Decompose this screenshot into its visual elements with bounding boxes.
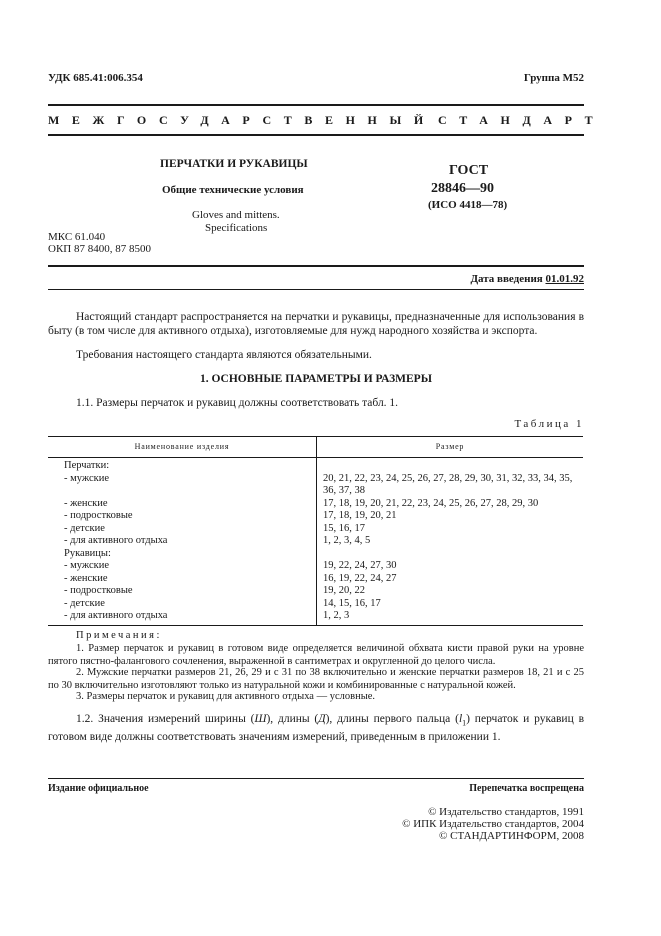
table-row: - мужские 19, 22, 24, 27, 30: [48, 560, 583, 573]
date-rule: [48, 289, 584, 290]
notes-heading: Примечания:: [76, 630, 162, 641]
doc-subtitle: Общие технические условия: [162, 184, 304, 196]
table-row: - для активного отдыха 1, 2, 3: [48, 610, 583, 625]
copyright-2008: © СТАНДАРТИНФОРМ, 2008: [439, 830, 584, 842]
intro-paragraph: Настоящий стандарт распространяется на перчатки и рукавицы, предназначенные для использования в быту (в том числе для активного отдыха), изготовляемые для нужд народного хозяйства и экспорта.: [48, 311, 584, 337]
table-row: - женские 16, 19, 22, 24, 27: [48, 573, 583, 586]
iso-reference: (ИСО 4418—78): [428, 199, 508, 211]
table-row: - подростковые 19, 20, 22: [48, 585, 583, 598]
intro-date: [470, 273, 584, 285]
top-rule-2: [48, 134, 584, 136]
col-header-size: Размер: [317, 437, 584, 458]
table-row: - для активного отдыха 1, 2, 3, 4, 5: [48, 535, 583, 548]
table-caption: Таблица 1: [514, 418, 584, 430]
mandatory-paragraph: Требования настоящего стандарта являются обязательными.: [76, 349, 372, 361]
table-row: - мужские 20, 21, 22, 23, 24, 25, 26, 27, 28, 29, 30, 31, 32, 33, 34, 35, 36, 37, 38: [48, 473, 583, 498]
intro-date-label: Дата введения: [470, 273, 543, 285]
copyright-2004: © ИПК Издательство стандартов, 2004: [402, 818, 584, 830]
table-row: Перчатки:: [48, 458, 583, 473]
official-edition: Издание официальное: [48, 783, 149, 794]
sizes-table: [48, 436, 583, 626]
footer-rule: [48, 778, 584, 779]
clause-1-2: 1.2. Значения измерений ширины (Ш), длины (Д), длины первого пальца $(l_1)$ перчаток и рукавиц в готовом виде должны соответствовать значениям измерений, приведенным в приложении 1.: [48, 713, 584, 744]
reprint-prohibited: Перепечатка воспрещена: [469, 783, 584, 794]
doc-title: ПЕРЧАТКИ И РУКАВИЦЫ: [160, 158, 308, 170]
table-row: - детские 14, 15, 16, 17: [48, 598, 583, 611]
mks-code: МКС 61.040: [48, 231, 106, 243]
table-row: Рукавицы:: [48, 548, 583, 561]
section-1-heading: 1. ОСНОВНЫЕ ПАРАМЕТРЫ И РАЗМЕРЫ: [199, 373, 433, 385]
udk-code: УДК 685.41:006.354: [48, 72, 143, 84]
title-rule: [48, 265, 584, 267]
note-2: 2. Мужские перчатки размеров 21, 26, 29 и с 31 по 38 включительно и женские перчатки размеров 18, 21 и с 25 по 30 включительно изготовляют только из натуральной кожи и комбинированные с натуральной кожей.: [48, 667, 584, 691]
top-rule-1: [48, 104, 584, 106]
standard-label: СТАНДАРТ: [438, 113, 606, 127]
clause-1-1: 1.1. Размеры перчаток и рукавиц должны соответствовать табл. 1.: [76, 397, 399, 409]
interstate-label: МЕЖГОСУДАРСТВЕННЫЙ: [48, 113, 436, 127]
copyright-1991: © Издательство стандартов, 1991: [428, 806, 584, 818]
title-en-2: Specifications: [205, 222, 268, 234]
note-3: 3. Размеры перчаток и рукавиц для активного отдыха — условные.: [76, 691, 376, 702]
gost-label: ГОСТ: [449, 163, 489, 178]
table-row: - женские 17, 18, 19, 20, 21, 22, 23, 24, 25, 26, 27, 28, 29, 30: [48, 498, 583, 511]
group-code: Группа М52: [523, 72, 584, 84]
note-1: 1. Размер перчаток и рукавиц в готовом виде определяется величиной обхвата кисти правой руки на уровне пятого пястно-фалангового сочленения, выраженной в сантиметрах и округленной до целого числа.: [48, 643, 584, 667]
okp-code: ОКП 87 8400, 87 8500: [48, 243, 151, 255]
intro-date-value: 01.01.92: [545, 273, 584, 285]
table-row: - детские 15, 16, 17: [48, 523, 583, 536]
title-en-1: Gloves and mittens.: [192, 209, 280, 221]
col-header-name: Наименование изделия: [48, 437, 317, 458]
table-row: - подростковые 17, 18, 19, 20, 21: [48, 510, 583, 523]
gost-number: 28846—90: [431, 181, 494, 196]
